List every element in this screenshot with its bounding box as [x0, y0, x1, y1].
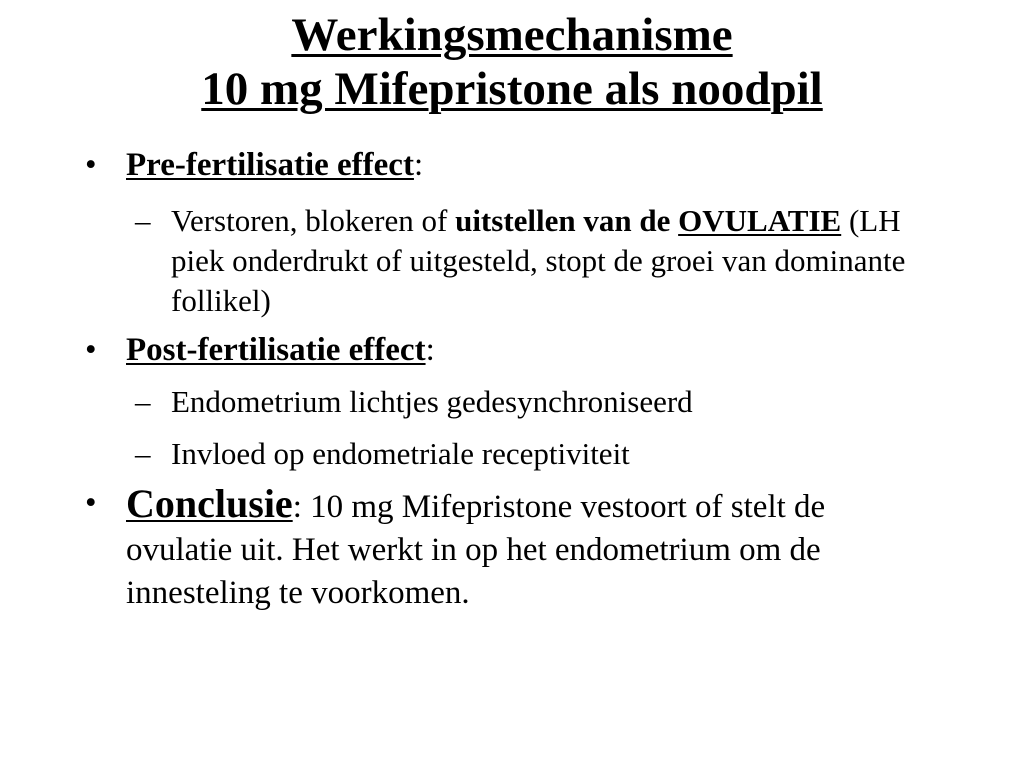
title-line-1: Werkingsmechanisme	[291, 9, 733, 61]
bullet-marker: •	[85, 332, 97, 368]
title-line-2: 10 mg Mifepristone als noodpil	[201, 63, 823, 115]
bullet-pre-fertilisation	[85, 144, 945, 187]
bullet-marker: •	[85, 485, 97, 521]
sub-item-bold-text: uitstellen van de	[455, 203, 671, 238]
sub-item-bold-underline-text: OVULATIE	[678, 203, 842, 238]
sub-item-text-end: (LH piek onderdrukt of uitgesteld, stopt de groei van dominante follikel)	[171, 203, 906, 318]
bullet-heading: Pre-fertilisatie effect	[126, 147, 414, 183]
dash-marker: –	[135, 384, 151, 419]
bullet-colon: :	[425, 332, 435, 368]
sub-item-text: Endometrium lichtjes gedesynchroniseerd	[171, 384, 693, 419]
bullet-colon: :	[413, 147, 424, 183]
bullet-heading: Post-fertilisatie effect	[126, 332, 426, 368]
bullet-marker: •	[85, 147, 97, 183]
sub-item-endometrium	[85, 382, 945, 422]
slide-title	[0, 8, 1024, 116]
sub-item-ovulation	[85, 201, 961, 321]
dash-marker: –	[135, 203, 151, 238]
bullet-post-fertilisation	[85, 329, 945, 372]
sub-item-receptivity	[85, 434, 945, 474]
bullet-conclusion	[85, 482, 926, 615]
dash-marker: –	[135, 436, 151, 471]
bullet-heading: Conclusie	[126, 481, 293, 526]
bullet-list	[85, 144, 945, 615]
sub-item-text: Invloed op endometriale receptiviteit	[171, 436, 630, 471]
conclusion-text: : 10 mg Mifepristone vestoort of stelt de ovulatie uit. Het werkt in op het endometrium om de innesteling te voorkomen.	[126, 489, 826, 611]
sub-item-text-start: Verstoren, blokeren of	[171, 203, 456, 238]
